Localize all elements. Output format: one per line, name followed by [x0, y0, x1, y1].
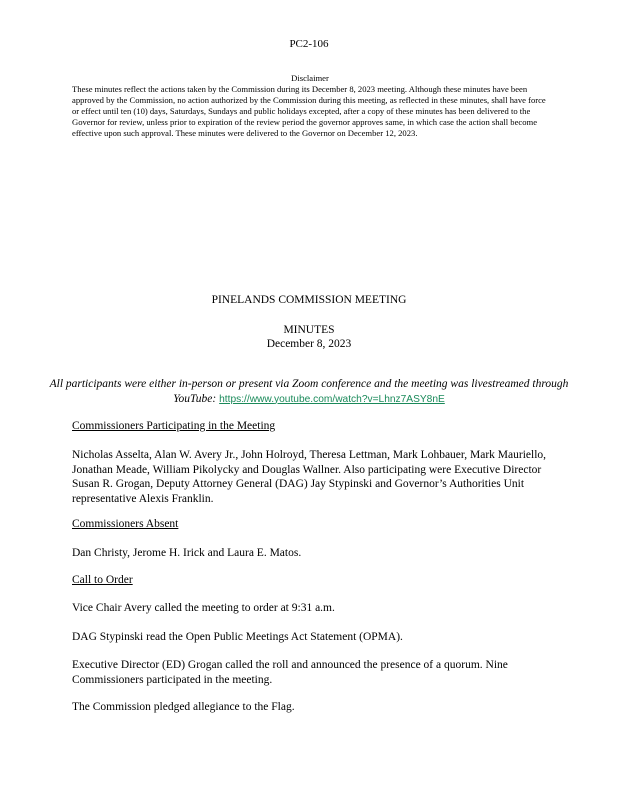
call-to-order-paragraph: DAG Stypinski read the Open Public Meetings Act Statement (OPMA). [72, 631, 403, 643]
participation-note [40, 377, 578, 407]
absent-text: Dan Christy, Jerome H. Irick and Laura E. Matos. [72, 547, 302, 559]
meeting-date: December 8, 2023 [266, 338, 352, 350]
disclaimer-title: Disclaimer [291, 73, 329, 83]
meeting-title: PINELANDS COMMISSION MEETING [211, 294, 407, 306]
page-id: PC2-106 [289, 38, 329, 50]
disclaimer-text: These minutes reflect the actions taken by the Commission during its December 8, 2023 meeting. Although these minutes have been approved by the Commission, no action authorized by the Commission during this meeting, as reflected in these minutes, shall have force or effect until ten (10) days, Saturdays, Sundays and public holidays excepted, after a copy of these minutes has been delivered to the Governor for review, unless prior to expiration of the review period the governor approves same, in which case the action shall become effective upon such approval. These minutes were delivered to the Governor on December 12, 2023. [72, 83, 546, 138]
minutes-heading [0, 323, 618, 351]
minutes-label: MINUTES [283, 324, 335, 336]
absent-heading: Commissioners Absent [72, 518, 179, 530]
call-to-order-paragraph: Executive Director (ED) Grogan called the roll and announced the presence of a quorum. Nine Commissioners participated in the meeting. [72, 659, 508, 686]
participating-heading: Commissioners Participating in the Meeting [72, 420, 276, 432]
disclaimer [72, 73, 548, 138]
youtube-link[interactable]: https://www.youtube.com/watch?v=Lhnz7ASY8nE [219, 393, 445, 405]
call-to-order-paragraph: Vice Chair Avery called the meeting to order at 9:31 a.m. [72, 602, 335, 614]
participation-note-text: All participants were either in-person or present via Zoom conference and the meeting was livestreamed through YouTube: [49, 378, 569, 405]
call-to-order-paragraph: The Commission pledged allegiance to the Flag. [72, 701, 295, 713]
call-to-order-heading: Call to Order [72, 574, 133, 586]
participating-text: Nicholas Asselta, Alan W. Avery Jr., John Holroyd, Theresa Lettman, Mark Lohbauer, Mark Mauriello, Jonathan Meade, William Pikolycky and Douglas Wallner. Also participating were Executive Director Susan R. Grogan, Deputy Attorney General (DAG) Jay Stypinski and Governor’s Authorities Unit representative Alexis Franklin. [72, 449, 547, 505]
